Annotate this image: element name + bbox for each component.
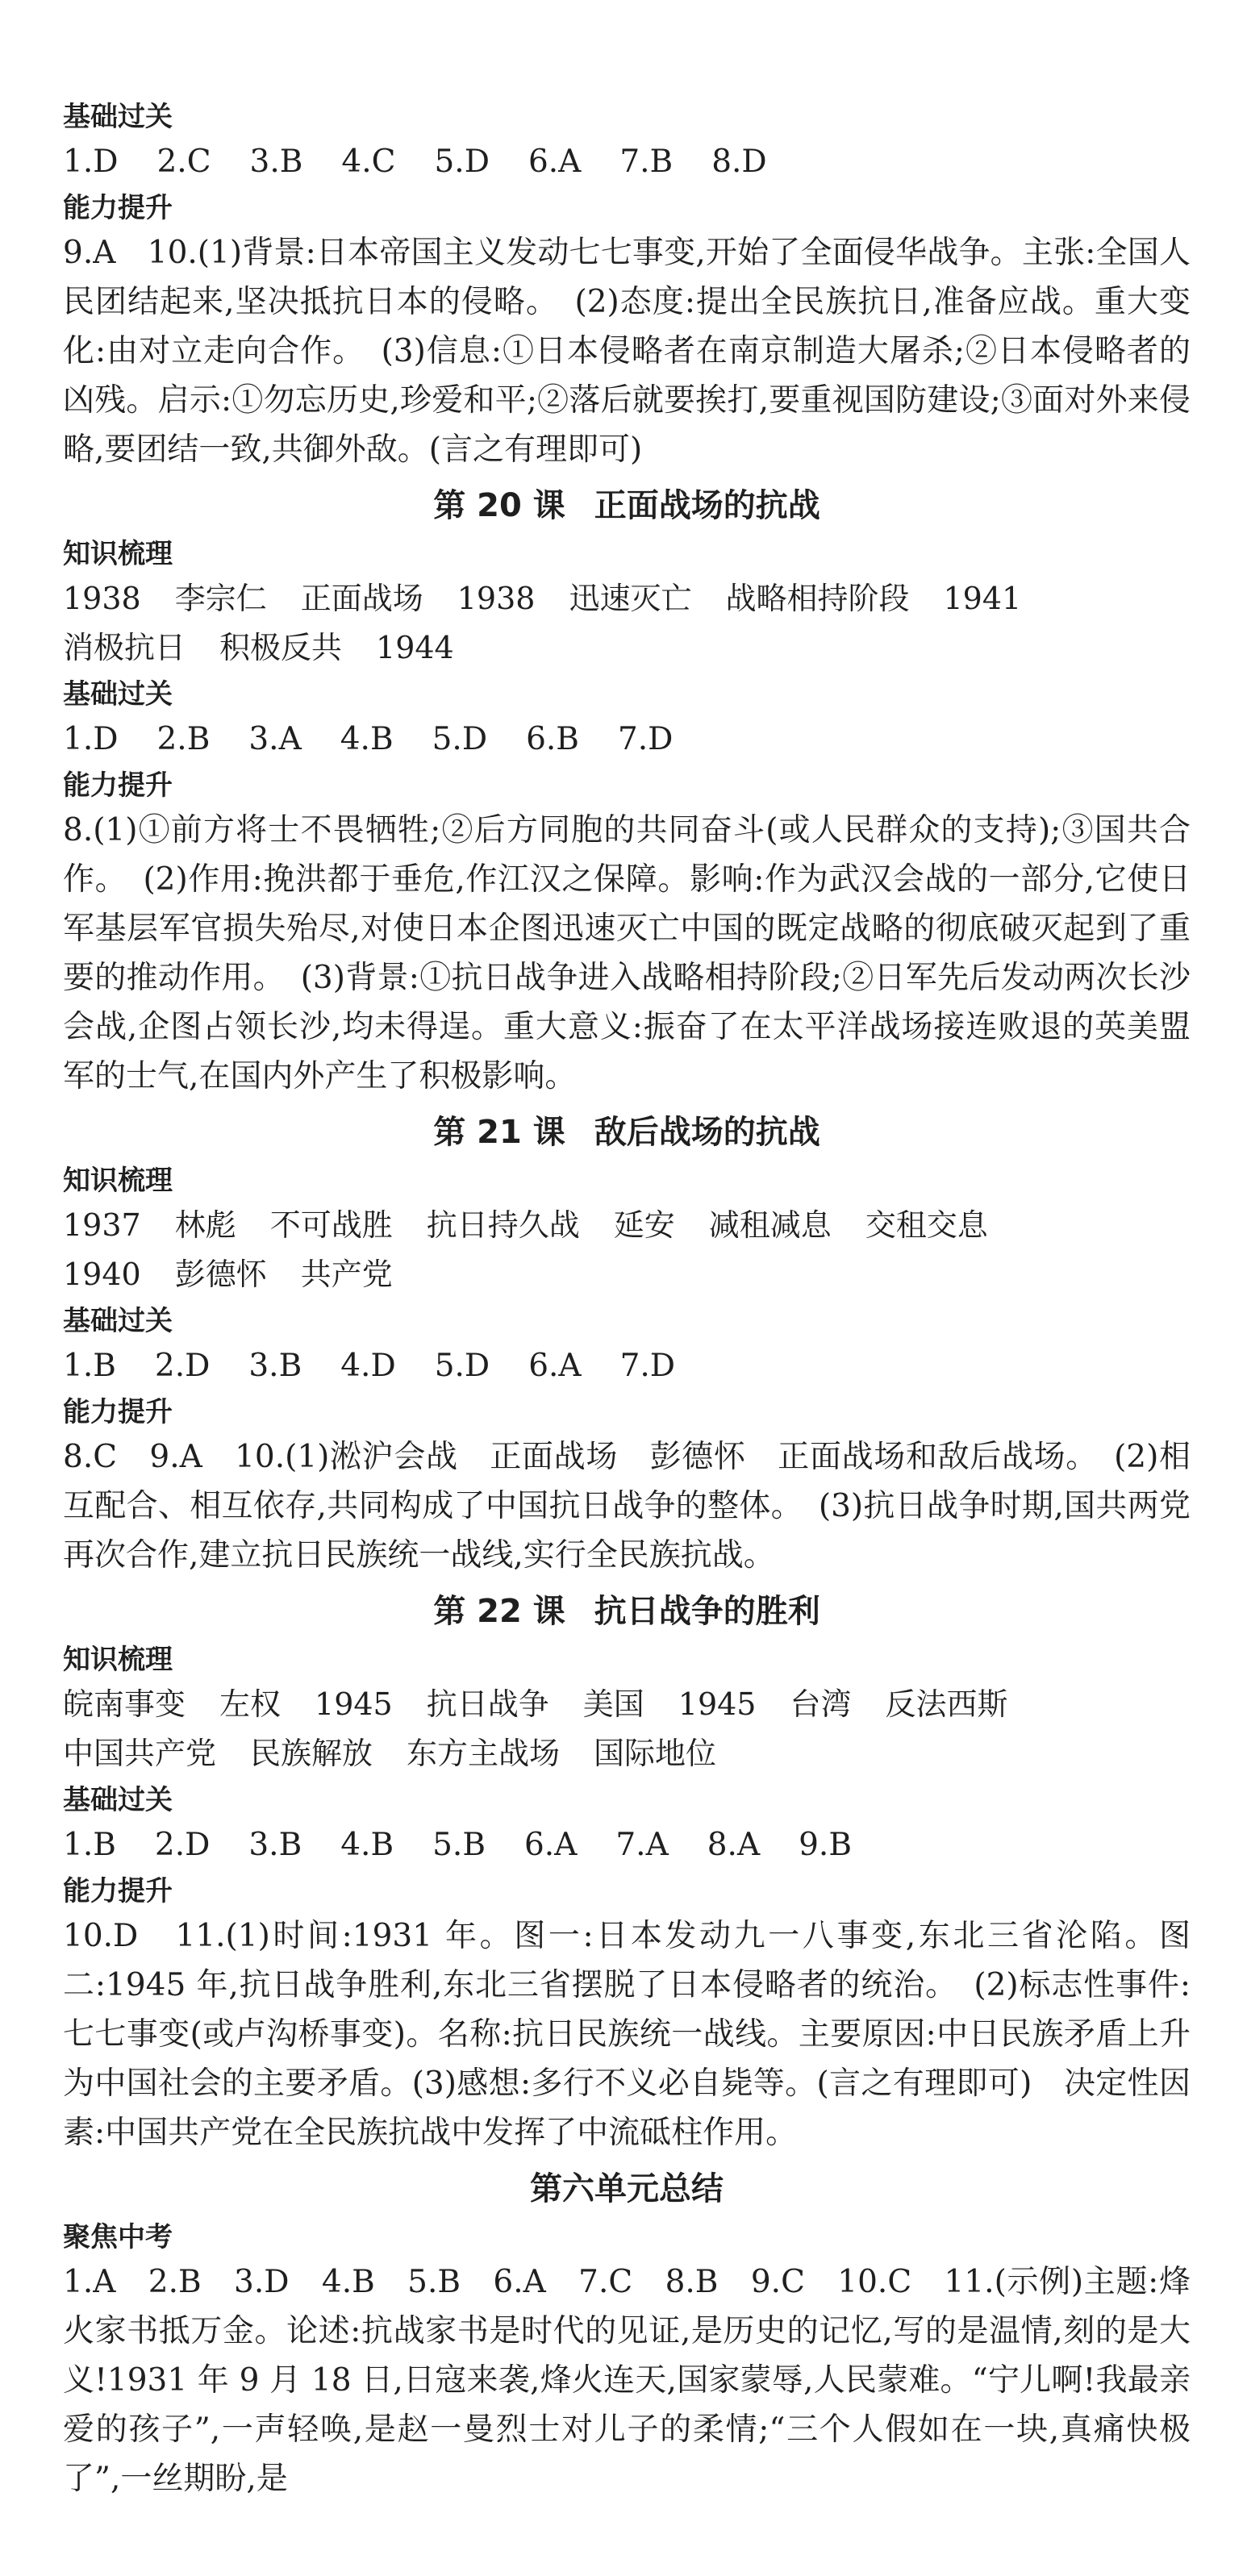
term: 1938 (457, 581, 536, 616)
mc-answer: 4.B (340, 721, 394, 757)
section-label-basic: 基础过关 (63, 678, 173, 711)
term: 1945 (678, 1686, 757, 1722)
lesson-title (63, 479, 1191, 532)
section-label-basic: 基础过关 (63, 1784, 173, 1816)
mc-answer: 8.D (711, 144, 767, 180)
term: 反法西斯 (885, 1686, 1008, 1722)
lesson-name: 正面战场的抗战 (594, 487, 820, 524)
term: 共产党 (300, 1257, 393, 1292)
term: 减租减息 (708, 1207, 832, 1243)
term: 左权 (219, 1686, 282, 1722)
term: 正面战场 (300, 581, 423, 616)
mc-answer: 3.B (249, 144, 303, 180)
lesson-number: 第 21 课 (433, 1114, 565, 1151)
term: 彭德怀 (174, 1257, 267, 1292)
term: 1938 (63, 581, 141, 616)
mc-answer: 7.A (615, 1827, 669, 1863)
section-label-focus: 聚焦中考 (63, 2221, 173, 2253)
term: 延安 (613, 1207, 675, 1243)
unit-answers: 1.A 2.B 3.D 4.B 5.B 6.A 7.C 8.B 9.C 10.C 11.(示例)主题:烽火家书抵万金。论述:抗战家书是时代的见证,是历史的记忆,写的是温情,刻的是大义!1931 年 9 月 18 日,日寇来袭,烽火连天,国家蒙辱,人民蒙难。“宁儿啊!我最亲爱的孩子”,一声轻唤,是赵一曼烈士对儿子的柔情;“三个人假如在一块,真痛快极了”,一丝期盼,是 (63, 2264, 1191, 2497)
section-label-knowledge: 知识梳理 (63, 1644, 173, 1676)
mc-answer: 5.D (434, 144, 490, 180)
mc-answer: 1.D (63, 721, 119, 757)
lesson-title (63, 1106, 1191, 1159)
mc-answer: 1.B (63, 1827, 116, 1863)
knowledge-terms (63, 623, 1191, 673)
section-label-ability: 能力提升 (63, 1396, 173, 1428)
term: 美国 (582, 1686, 644, 1722)
term: 国际地位 (594, 1736, 717, 1771)
term: 1945 (315, 1686, 393, 1722)
lesson-name: 抗日战争的胜利 (594, 1593, 820, 1630)
mc-answer: 4.B (340, 1827, 394, 1863)
term: 东方主战场 (407, 1736, 561, 1771)
term: 李宗仁 (174, 581, 267, 616)
lesson-title (63, 1585, 1191, 1638)
term: 1941 (943, 581, 1022, 616)
mc-answer: 5.D (434, 1348, 490, 1384)
term: 皖南事变 (63, 1686, 186, 1722)
mc-answer: 2.B (156, 721, 211, 757)
mc-answers (63, 1341, 1191, 1390)
mc-answer: 2.C (156, 144, 211, 180)
ability-answers: 8.C 9.A 10.(1)淞沪会战 正面战场 彭德怀 正面战场和敌后战场。 (2)相互配合、相互依存,共同构成了中国抗日战争的整体。 (3)抗日战争时期,国共两党再次合作,建立抗日民族统一战线,实行全民族抗战。 (63, 1439, 1191, 1574)
term: 民族解放 (250, 1736, 373, 1771)
mc-answer: 3.B (248, 1827, 302, 1863)
ability-answers: 10.D 11.(1)时间:1931 年。图一:日本发动九一八事变,东北三省沦陷。图二:1945 年,抗日战争胜利,东北三省摆脱了日本侵略者的统治。 (2)标志性事件:七七事变(或卢沟桥事变)。名称:抗日民族统一战线。主要原因:中日民族矛盾上升为中国社会的主要矛盾。(3)感想:多行不义必自毙等。(言之有理即可) 决定性因素:中国共产党在全民族抗战中发挥了中流砥柱作用。 (63, 1918, 1191, 2151)
knowledge-terms (63, 574, 1191, 623)
section-label-basic: 基础过关 (63, 1305, 173, 1337)
mc-answer: 2.D (154, 1827, 211, 1863)
mc-answer: 3.B (248, 1348, 302, 1384)
mc-answer: 7.B (619, 144, 674, 180)
term: 消极抗日 (63, 630, 186, 665)
section-label-ability: 能力提升 (63, 769, 173, 802)
mc-answer: 8.A (707, 1827, 761, 1863)
mc-answer: 6.A (528, 144, 582, 180)
mc-answer: 3.A (248, 721, 302, 757)
term: 战略相持阶段 (725, 581, 910, 616)
knowledge-terms (63, 1250, 1191, 1299)
term: 不可战胜 (269, 1207, 393, 1243)
mc-answer: 6.A (528, 1348, 582, 1384)
term: 抗日战争 (426, 1686, 549, 1722)
mc-answers (63, 137, 1191, 186)
mc-answer: 5.D (432, 721, 488, 757)
mc-answer: 4.D (340, 1348, 396, 1384)
ability-answers: 9.A 10.(1)背景:日本帝国主义发动七七事变,开始了全面侵华战争。主张:全国人民团结起来,坚决抵抗日本的侵略。 (2)态度:提出全民族抗日,准备应战。重大变化:由对立走向合作。 (3)信息:①日本侵略者在南京制造大屠杀;②日本侵略者的凶残。启示:①勿忘历史,珍爱和平;②落后就要挨打,要重视国防建设;③面对外来侵略,要团结一致,共御外敌。(言之有理即可) (63, 235, 1191, 468)
term: 1940 (63, 1257, 141, 1292)
mc-answer: 1.B (63, 1348, 116, 1384)
section-label-ability: 能力提升 (63, 192, 173, 224)
mc-answers (63, 715, 1191, 764)
mc-answer: 7.D (617, 721, 674, 757)
mc-answer: 7.D (619, 1348, 676, 1384)
term: 迅速灭亡 (569, 581, 692, 616)
term: 积极反共 (219, 630, 343, 665)
term: 1944 (376, 630, 454, 665)
mc-answer: 6.B (526, 721, 579, 757)
mc-answer: 4.C (341, 144, 396, 180)
mc-answers (63, 1820, 1191, 1869)
unit-title: 第六单元总结 (530, 2170, 724, 2207)
lesson-number: 第 22 课 (433, 1593, 565, 1630)
section-label-knowledge: 知识梳理 (63, 538, 173, 570)
lesson-number: 第 20 课 (433, 487, 565, 524)
ability-answers: 8.(1)①前方将士不畏牺牲;②后方同胞的共同奋斗(或人民群众的支持);③国共合作。 (2)作用:挽洪都于垂危,作江汉之保障。影响:作为武汉会战的一部分,它使日军基层军官损失殆尽,对使日本企图迅速灭亡中国的既定战略的彻底破灭起到了重要的推动作用。 (3)背景:①抗日战争进入战略相持阶段;②日军先后发动两次长沙会战,企图占领长沙,均未得逞。重大意义:振奋了在太平洋战场接连败退的英美盟军的士气,在国内外产生了积极影响。 (63, 812, 1191, 1094)
mc-answer: 5.B (432, 1827, 486, 1863)
section-label-knowledge: 知识梳理 (63, 1165, 173, 1197)
knowledge-terms (63, 1201, 1191, 1250)
term: 抗日持久战 (426, 1207, 580, 1243)
mc-answer: 9.B (799, 1827, 852, 1863)
term: 1937 (63, 1207, 141, 1243)
mc-answer: 6.A (523, 1827, 578, 1863)
section-label-basic: 基础过关 (63, 101, 173, 133)
knowledge-terms (63, 1680, 1191, 1729)
section-label-ability: 能力提升 (63, 1875, 173, 1907)
mc-answer: 1.D (63, 144, 119, 180)
term: 林彪 (174, 1207, 236, 1243)
knowledge-terms (63, 1729, 1191, 1778)
lesson-name: 敌后战场的抗战 (594, 1114, 820, 1151)
term: 台湾 (790, 1686, 852, 1722)
term: 交租交息 (865, 1207, 988, 1243)
mc-answer: 2.D (154, 1348, 211, 1384)
term: 中国共产党 (63, 1736, 217, 1771)
